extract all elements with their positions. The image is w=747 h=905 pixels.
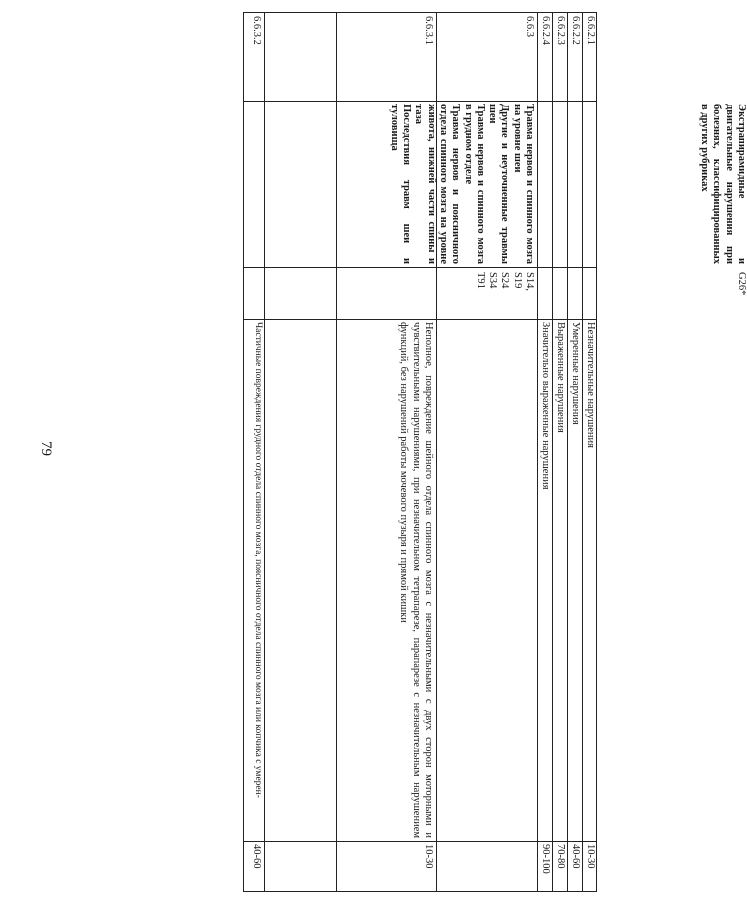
row5-icds bbox=[439, 272, 535, 317]
row4-code: 6.6.2.4 bbox=[540, 16, 551, 45]
row5-icd-5: T91 bbox=[474, 272, 486, 289]
row7-code: 6.6.3.2 bbox=[251, 16, 262, 45]
row5-code: 6.6.3 bbox=[524, 16, 535, 37]
row5-icd-3: S24 bbox=[499, 272, 511, 289]
row0-name: Экстрапирамидные и двигательные нарушения при болезнях, классифицированных в других рубриках bbox=[699, 104, 747, 264]
criteria-table bbox=[97, 12, 747, 892]
row4-percent: 90-100 bbox=[540, 844, 551, 874]
row1-description: Незначительные нарушения bbox=[585, 322, 596, 448]
row5-icd-2: S19 bbox=[511, 272, 523, 289]
row2-percent: 40-60 bbox=[570, 844, 581, 869]
row1-percent: 10-30 bbox=[585, 844, 596, 869]
row5-name-1: Травма нервов и спинного мозга на уровне шеи bbox=[511, 104, 535, 264]
row1-code: 6.6.2.1 bbox=[585, 16, 596, 45]
row5-icd-4: S34 bbox=[487, 272, 499, 289]
row6-percent: 10-30 bbox=[423, 844, 434, 869]
page-number: 79 bbox=[38, 441, 54, 456]
row5-names bbox=[388, 104, 535, 264]
row2-description: Умеренные нарушения bbox=[570, 322, 581, 425]
row2-code: 6.6.2.2 bbox=[570, 16, 581, 45]
row0-icd: G26* bbox=[736, 272, 747, 296]
row5-name-3: Травма нервов и спинного мозга в грудном отделе bbox=[462, 104, 486, 264]
row5-name-5: Последствия травм шеи и туловища bbox=[388, 104, 413, 264]
row4-description: Значительно выраженные нарушения bbox=[540, 322, 551, 490]
row3-description: Выраженные нарушения bbox=[555, 322, 566, 433]
row3-percent: 70-80 bbox=[555, 844, 566, 869]
row3-code: 6.6.2.3 bbox=[555, 16, 566, 45]
row5-name-4: Травма нервов и поясничного отдела спинного мозга на уровне живота, нижней части спины и таза bbox=[413, 104, 462, 264]
row6-code: 6.6.3.1 bbox=[423, 16, 434, 45]
row7-percent: 40-60 bbox=[251, 844, 262, 869]
row7-description: Частичные повреждения грудного отдела спинного мозга, поясничного отдела спинного мозга или копчика с умерен- bbox=[253, 322, 263, 798]
row5-icd-1: S14, bbox=[524, 272, 535, 291]
row5-name-2: Другие и неуточненные травмы шеи bbox=[487, 104, 511, 264]
row6-description: Неполное, повреждение шейного отдела спинного мозга с незначительными с двух сторон моторными и чувствительными нарушениями, при незначительном тетрапарезе, парапарезе с незначительным нарушением функций, без нарушений работы мочевого пузыря и прямой кишки bbox=[398, 322, 434, 838]
